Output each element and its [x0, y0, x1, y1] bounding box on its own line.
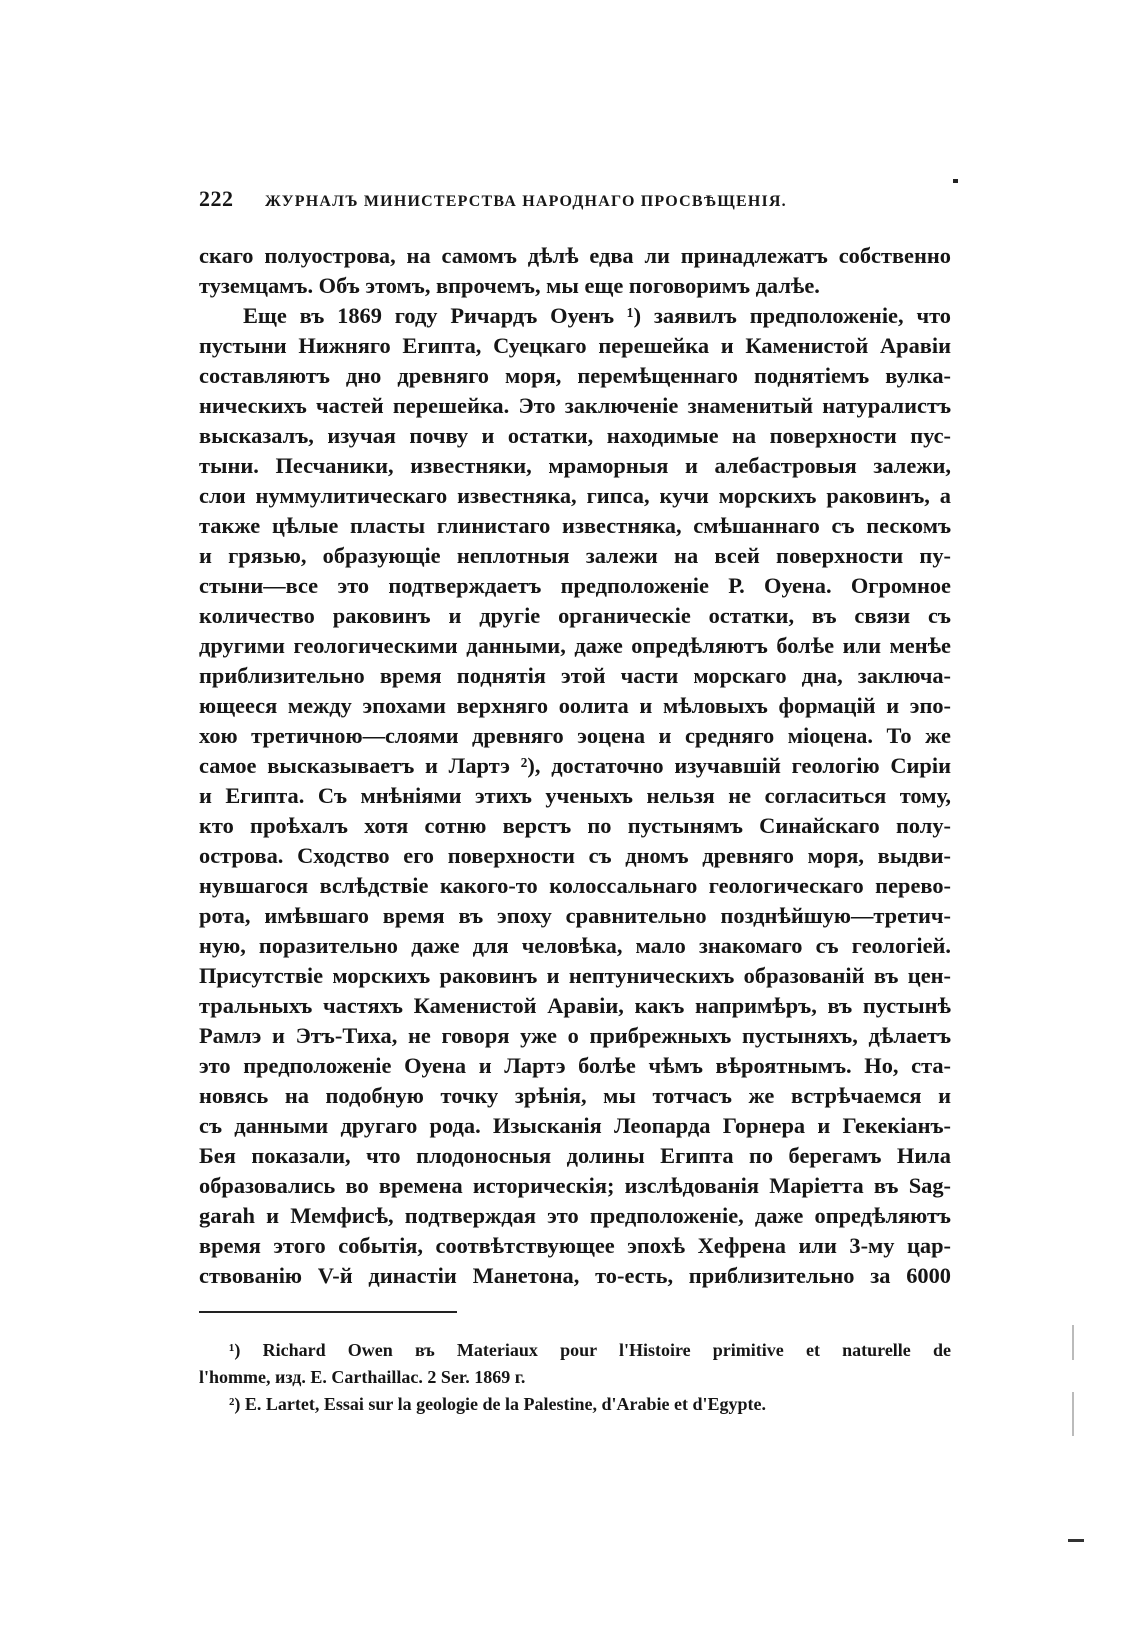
body-line: острова. Сходство его поверхности съ дномъ древняго моря, выдви- [199, 843, 951, 868]
body-line: туземцамъ. Объ этомъ, впрочемъ, мы еще поговоримъ далѣе. [199, 273, 820, 298]
body-line: приблизительно время поднятія этой части морскаго дна, заключа- [199, 663, 951, 688]
body-line: самое высказываетъ и Лартэ ²), достаточно изучавшій геологію Сиріи [199, 753, 951, 778]
body-line: съ данными другаго рода. Изысканія Леопарда Горнера и Гекекіанъ- [199, 1113, 951, 1138]
footnotes [199, 1337, 951, 1418]
body-line: и Египта. Съ мнѣніями этихъ ученыхъ нельзя не согласиться тому, [199, 783, 951, 808]
body-line: Бея показали, что плодоносныя долины Египта по берегамъ Нила [199, 1143, 951, 1168]
body-line: пустыни Нижняго Египта, Суецкаго перешейка и Каменистой Аравіи [199, 333, 951, 358]
body-line: время этого событія, соотвѣтствующее эпохѣ Хефрена или 3-му цар- [199, 1233, 951, 1258]
body-line: ствованію V-й династіи Манетона, то-есть, приблизительно за 6000 [199, 1263, 951, 1288]
body-line: стыни—все это подтверждаетъ предположеніе Р. Оуена. Огромное [199, 573, 951, 598]
body-line: Еще въ 1869 году Ричардъ Оуенъ ¹) заявилъ предположеніе, что [243, 303, 951, 328]
body-line: нувшагося вслѣдствіе какого-то колоссальнаго геологическаго перево- [199, 873, 951, 898]
running-header [199, 186, 951, 215]
scan-margin-mark [1068, 1539, 1084, 1542]
body-line: хою третичною—слоями древняго эоцена и средняго міоцена. То же [199, 723, 951, 748]
body-line: слои нуммулитическаго известняка, гипса, кучи морскихъ раковинъ, а [199, 483, 951, 508]
body-line: тральныхъ частяхъ Каменистой Аравіи, какъ напримѣръ, въ пустынѣ [199, 993, 951, 1018]
body-line: скаго полуострова, на самомъ дѣлѣ едва ли принадлежатъ собственно [199, 243, 951, 268]
header-mark [953, 179, 958, 183]
body-line: и грязью, образующіе неплотныя залежи на всей поверхности пу- [199, 543, 951, 568]
footnote-1-line-1: ¹) Richard Owen въ Materiaux pour l'Histoire primitive et naturelle de [229, 1340, 951, 1360]
body-line: тыни. Песчаники, известняки, мраморныя и алебастровыя залежи, [199, 453, 951, 478]
body-line: это предположеніе Оуена и Лартэ болѣе чѣмъ вѣроятнымъ. Но, ста- [199, 1053, 951, 1078]
body-line: количество раковинъ и другіе органическіе остатки, въ связи съ [199, 603, 951, 628]
body-line: образовались во времена историческія; изслѣдованія Маріетта въ Sag- [199, 1173, 951, 1198]
body-line: ную, поразительно даже для человѣка, мало знакомаго съ геологіей. [199, 933, 951, 958]
body-line: составляютъ дно древняго моря, перемѣщеннаго поднятіемъ вулка- [199, 363, 951, 388]
body-line: ническихъ частей перешейка. Это заключеніе знаменитый натуралистъ [199, 393, 951, 418]
body-line: новясь на подобную точку зрѣнія, мы тотчасъ же встрѣчаемся и [199, 1083, 951, 1108]
footnote-rule [199, 1311, 457, 1313]
body-line: также цѣлые пласты глинистаго известняка, смѣшаннаго съ пескомъ [199, 513, 951, 538]
body-text [199, 241, 951, 1291]
journal-title: ЖУРНАЛЪ МИНИСТЕРСТВА НАРОДНАГО ПРОСВѢЩЕНІЯ. [265, 193, 787, 210]
body-line: Присутствіе морскихъ раковинъ и нептуническихъ образованій въ цен- [199, 963, 951, 988]
body-line: Рамлэ и Этъ-Тиха, не говоря уже о прибрежныхъ пустыняхъ, дѣлаетъ [199, 1023, 951, 1048]
page-number: 222 [199, 186, 234, 211]
body-line: garah и Мемфисѣ, подтверждая это предположеніе, даже опредѣляютъ [199, 1203, 951, 1228]
body-line: высказалъ, изучая почву и остатки, находимые на поверхности пус- [199, 423, 951, 448]
scan-margin-mark [1072, 1392, 1074, 1436]
scan-margin-mark [1072, 1325, 1074, 1360]
footnote-1-line-2: l'homme, изд. E. Carthaillac. 2 Ser. 1869 г. [199, 1367, 526, 1387]
body-line: другими геологическими данными, даже опредѣляютъ болѣе или менѣе [199, 633, 951, 658]
body-line: кто проѣхалъ хотя сотню верстъ по пустынямъ Синайскаго полу- [199, 813, 951, 838]
footnote-2: ²) E. Lartet, Essai sur la geologie de la Palestine, d'Arabie et d'Egypte. [229, 1394, 767, 1414]
body-line: рота, имѣвшаго время въ эпоху сравнительно позднѣйшую—третич- [199, 903, 951, 928]
body-line: ющееся между эпохами верхняго оолита и мѣловыхъ формацій и эпо- [199, 693, 951, 718]
